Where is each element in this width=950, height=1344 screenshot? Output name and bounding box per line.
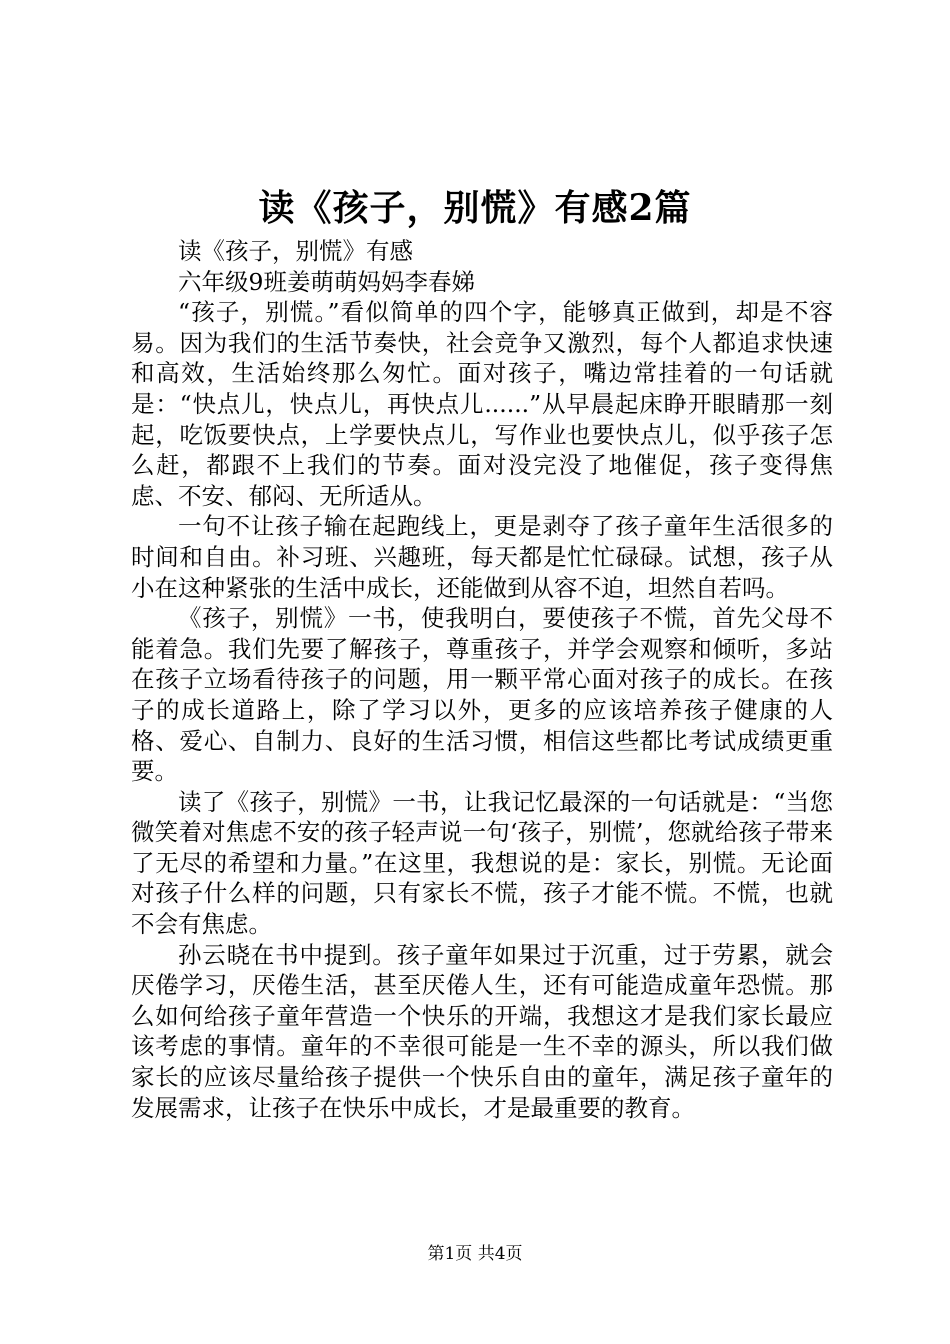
paragraph: “孩子，别慌。”看似简单的四个字，能够真正做到，却是不容易。因为我们的生活节奏快，社会竞争又激烈，每个人都追求快速和高效，生活始终那么匆忙。面对孩子，嘴边常挂着的一句话就是：“快点儿，快点儿，再快点儿......”从早晨起床睁开眼睛那一刻起，吃饭要快点，上学要快点儿，写作业也要快点儿，似乎孩子怎么赶，都跟不上我们的节奏。面对没完没了地催促，孩子变得焦虑、不安、郁闷、无所适从。 [131,298,833,510]
paragraph: 孙云晓在书中提到。孩子童年如果过于沉重，过于劳累，就会厌倦学习，厌倦生活，甚至厌倦人生，还有可能造成童年恐慌。那么如何给孩子童年营造一个快乐的开端，我想这才是我们家长最应该考虑的事情。童年的不幸很可能是一生不幸的源头，所以我们做家长的应该尽量给孩子提供一个快乐自由的童年，满足孩子童年的发展需求，让孩子在快乐中成长，才是最重要的教育。 [131,940,833,1122]
paragraph: 读了《孩子，别慌》一书，让我记忆最深的一句话就是：“当您微笑着对焦虑不安的孩子轻声说一句‘孩子，别慌’，您就给孩子带来了无尽的希望和力量。”在这里，我想说的是：家长，别慌。无论面对孩子什么样的问题，只有家长不慌，孩子才能不慌。不慌，也就不会有焦虑。 [131,787,833,939]
document-body [131,236,833,1123]
page-number-footer: 第1页 共4页 [427,1244,523,1264]
document-title: 读《孩子，别慌》有感2篇 [258,187,692,229]
paragraph: 《孩子，别慌》一书，使我明白，要使孩子不慌，首先父母不能着急。我们先要了解孩子，尊重孩子，并学会观察和倾听，多站在孩子立场看待孩子的问题，用一颗平常心面对孩子的成长。在孩子的成长道路上，除了学习以外，更多的应该培养孩子健康的人格、爱心、自制力、良好的生活习惯，相信这些都比考试成绩更重要。 [131,604,833,786]
paragraph-author: 六年级9班姜萌萌妈妈李春娣 [178,267,475,296]
paragraph-subtitle: 读《孩子，别慌》有感 [178,237,413,265]
paragraph: 一句不让孩子输在起跑线上，更是剥夺了孩子童年生活很多的时间和自由。补习班、兴趣班，每天都是忙忙碌碌。试想，孩子从小在这种紧张的生活中成长，还能做到从容不迫，坦然自若吗。 [131,512,833,602]
